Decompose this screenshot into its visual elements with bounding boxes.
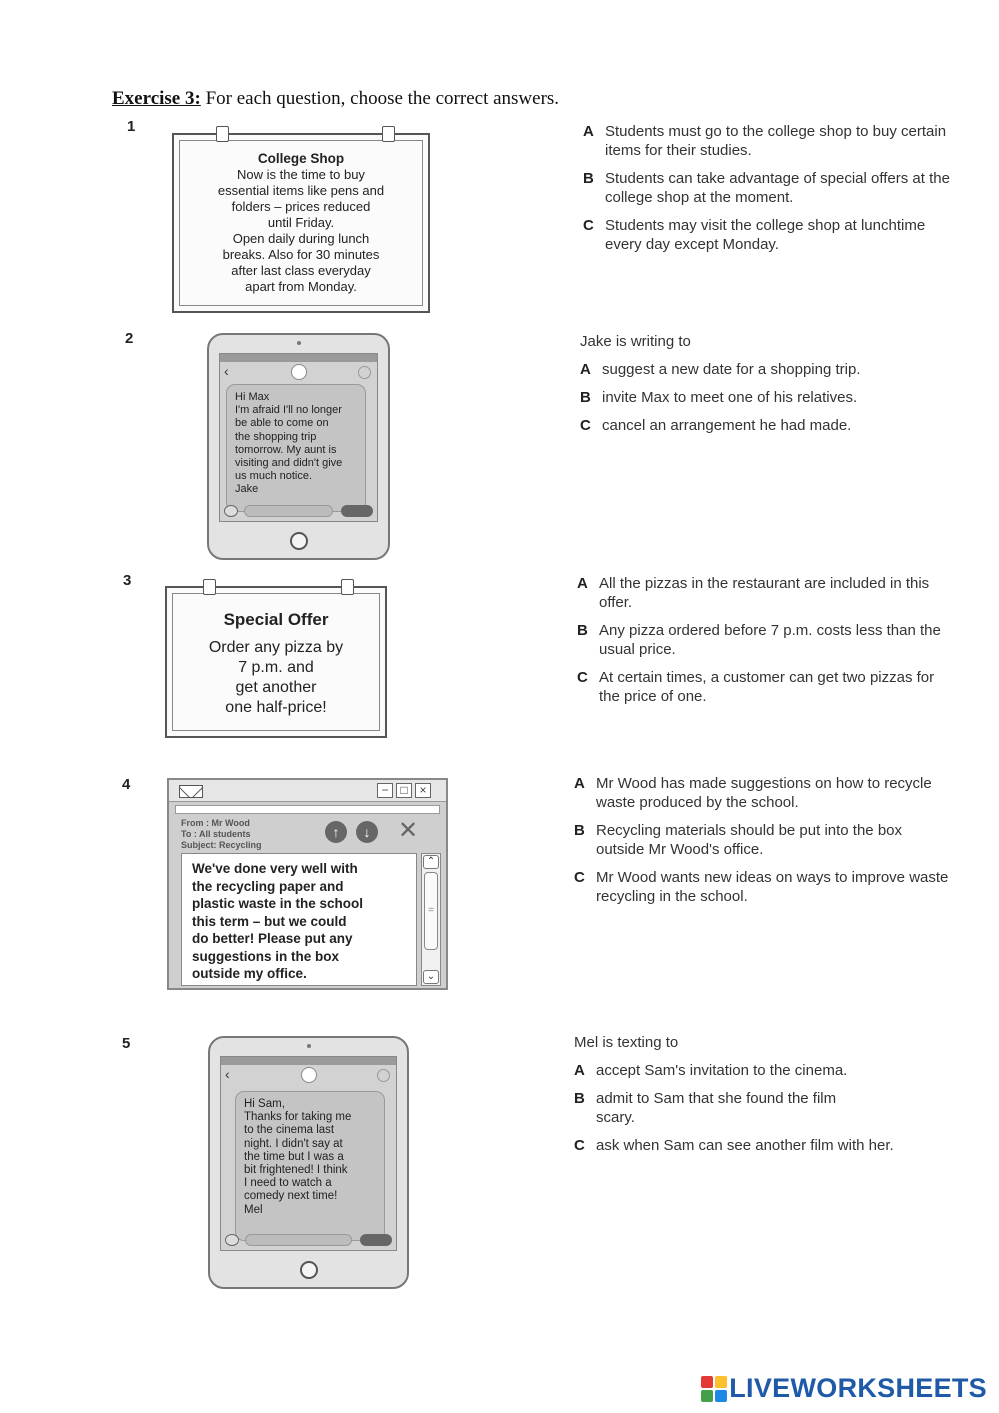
option-letter: B xyxy=(577,622,588,639)
scroll-thumb: = xyxy=(424,872,438,950)
notice-line: after last class everyday xyxy=(231,263,371,278)
message-line: Jake xyxy=(235,483,259,496)
logo-mark-icon xyxy=(701,1376,727,1402)
option-c[interactable] xyxy=(574,1136,954,1155)
message-input xyxy=(244,505,333,517)
liveworksheets-logo[interactable] xyxy=(701,1373,987,1404)
email-body-line: do better! Please put any xyxy=(192,931,353,946)
message-line: Hi Max xyxy=(235,391,270,403)
option-a[interactable] xyxy=(574,1061,954,1080)
menu-icon xyxy=(358,366,371,379)
option-letter: B xyxy=(574,822,585,839)
option-letter: C xyxy=(574,869,585,886)
option-b[interactable] xyxy=(574,1089,954,1127)
option-text: invite Max to meet one of his relatives. xyxy=(602,389,858,406)
home-button xyxy=(290,532,308,550)
address-field xyxy=(175,805,440,814)
option-letter: A xyxy=(574,775,585,792)
notice-title: Special Offer xyxy=(223,610,329,629)
message-line: visiting and didn't give xyxy=(235,457,343,470)
notice-line: until Friday. xyxy=(267,215,335,230)
message-line: bit frightened! I think xyxy=(244,1164,348,1177)
back-icon: ‹ xyxy=(225,1066,230,1082)
notice-line: get another xyxy=(235,679,317,696)
exercise-title xyxy=(112,88,559,110)
option-letter: B xyxy=(580,389,591,406)
arrow-down-icon: ↓ xyxy=(356,821,378,843)
notice-line: Now is the time to buy xyxy=(237,167,365,182)
logo-square xyxy=(715,1376,727,1388)
option-b[interactable] xyxy=(580,388,960,407)
special-offer-notice xyxy=(165,586,387,738)
camera-icon xyxy=(225,1234,239,1246)
close-icon: × xyxy=(415,783,431,798)
message-input xyxy=(245,1234,352,1246)
message-input-bar xyxy=(224,505,373,517)
contact-avatar xyxy=(301,1067,317,1083)
option-a[interactable] xyxy=(577,574,947,612)
option-c[interactable] xyxy=(580,416,960,435)
arrow-up-icon: ↑ xyxy=(325,821,347,843)
email-body xyxy=(181,853,417,986)
phone-illustration xyxy=(207,333,390,560)
question-5-number: 5 xyxy=(122,1035,131,1052)
option-a[interactable] xyxy=(580,360,960,379)
option-text: Recycling materials should be put into the box outside Mr Wood's office. xyxy=(596,822,903,858)
message-bubble xyxy=(235,1091,385,1241)
phone-speaker xyxy=(297,341,301,345)
message-line: tomorrow. My aunt is xyxy=(235,443,337,456)
message-line: I need to watch a xyxy=(244,1177,332,1190)
email-body-line: this term – but we could xyxy=(192,913,347,929)
question-3-number: 3 xyxy=(123,572,132,589)
question-4-options xyxy=(574,774,954,915)
notice-line: apart from Monday. xyxy=(245,279,357,294)
question-1-number: 1 xyxy=(127,118,136,135)
status-bar xyxy=(221,1057,396,1065)
option-letter: A xyxy=(577,575,588,592)
option-b[interactable] xyxy=(577,621,947,659)
notice-line: essential items like pens and xyxy=(217,183,385,198)
option-letter: A xyxy=(583,123,594,140)
option-text: Mr Wood wants new ideas on ways to improve waste recycling in the school. xyxy=(596,869,949,905)
notice-title: College Shop xyxy=(257,151,345,166)
notice-line: Open daily during lunch xyxy=(232,231,370,246)
message-line: the shopping trip xyxy=(235,430,317,443)
notice-pin-icon xyxy=(382,126,395,142)
email-subject: Subject: Recycling xyxy=(181,840,262,850)
message-line: night. I didn't say at xyxy=(244,1137,343,1150)
option-b[interactable] xyxy=(574,821,954,859)
scroll-down-icon: ⌄ xyxy=(423,970,439,984)
scroll-up-icon: ⌃ xyxy=(423,855,439,869)
send-button xyxy=(341,505,373,517)
notice-line: one half-price! xyxy=(225,699,327,716)
email-body-line: suggestions in the box xyxy=(192,948,340,964)
option-text: cancel an arrangement he had made. xyxy=(602,417,852,434)
email-window xyxy=(167,778,448,990)
option-text: Students may visit the college shop at lunchtime every day except Monday. xyxy=(605,217,926,253)
email-to: To : All students xyxy=(181,829,251,839)
contact-avatar xyxy=(291,364,307,380)
option-text: All the pizzas in the restaurant are included in this offer. xyxy=(599,575,930,611)
option-text: ask when Sam can see another film with her. xyxy=(596,1137,894,1154)
logo-text: LIVEWORKSHEETS xyxy=(729,1373,987,1403)
email-title-bar xyxy=(169,780,446,802)
phone-illustration xyxy=(208,1036,409,1289)
option-c[interactable] xyxy=(583,216,953,254)
option-letter: A xyxy=(574,1062,585,1079)
notice-line: Order any pizza by xyxy=(208,639,344,656)
option-letter: A xyxy=(580,361,591,378)
email-body-line: outside my office. xyxy=(192,966,307,981)
option-letter: B xyxy=(574,1090,585,1107)
notice-pin-icon xyxy=(216,126,229,142)
option-letter: C xyxy=(574,1137,585,1154)
message-line: Thanks for taking me xyxy=(244,1111,352,1124)
option-letter: C xyxy=(580,417,591,434)
notice-pin-icon xyxy=(341,579,354,595)
college-shop-notice xyxy=(172,133,430,313)
option-a[interactable] xyxy=(574,774,954,812)
option-b[interactable] xyxy=(583,169,953,207)
option-text: accept Sam's invitation to the cinema. xyxy=(596,1062,848,1079)
email-body-line: plastic waste in the school xyxy=(192,896,364,911)
message-line: to the cinema last xyxy=(244,1124,335,1137)
message-line: Hi Sam, xyxy=(244,1098,285,1110)
question-3-options xyxy=(577,574,947,715)
option-text: Students can take advantage of special offers at the college shop at the moment. xyxy=(605,170,950,206)
delete-icon: ✕ xyxy=(398,817,419,844)
envelope-icon xyxy=(179,785,203,798)
question-2-number: 2 xyxy=(125,330,134,347)
message-line: I'm afraid I'll no longer xyxy=(235,404,342,417)
option-a[interactable] xyxy=(583,122,953,160)
home-button xyxy=(300,1261,318,1279)
option-c[interactable] xyxy=(577,668,947,706)
option-letter: C xyxy=(577,669,588,686)
status-bar xyxy=(220,354,377,362)
option-c[interactable] xyxy=(574,868,954,906)
notice-pin-icon xyxy=(203,579,216,595)
phone-speaker xyxy=(307,1044,311,1048)
message-line: Mel xyxy=(244,1203,263,1216)
option-text: Any pizza ordered before 7 p.m. costs less than the usual price. xyxy=(599,622,941,658)
back-icon: ‹ xyxy=(224,363,229,379)
option-text: Mr Wood has made suggestions on how to recycle waste produced by the school. xyxy=(596,775,932,811)
option-text: Students must go to the college shop to buy certain items for their studies. xyxy=(605,123,947,159)
option-letter: B xyxy=(583,170,594,187)
email-body-line: We've done very well with xyxy=(192,861,358,876)
message-bubble xyxy=(226,384,366,512)
maximize-icon: □ xyxy=(396,783,412,798)
question-2-options xyxy=(580,332,960,444)
notice-line: 7 p.m. and xyxy=(238,659,314,676)
menu-icon xyxy=(377,1069,390,1082)
option-letter: C xyxy=(583,217,594,234)
phone-screen xyxy=(219,353,378,522)
logo-square xyxy=(701,1376,713,1388)
email-scrollbar xyxy=(421,853,441,986)
message-line: be able to come on xyxy=(235,417,329,430)
notice-line: breaks. Also for 30 minutes xyxy=(222,247,380,262)
question-4-number: 4 xyxy=(122,776,131,793)
email-from: From : Mr Wood xyxy=(181,818,250,828)
send-button xyxy=(360,1234,392,1246)
exercise-instruction: For each question, choose the correct answers. xyxy=(200,88,560,109)
logo-square xyxy=(701,1390,713,1402)
option-text: suggest a new date for a shopping trip. xyxy=(602,361,861,378)
phone-screen xyxy=(220,1056,397,1251)
email-headers xyxy=(181,818,262,851)
notice-line: folders – prices reduced xyxy=(231,199,371,214)
exercise-label: Exercise 3: xyxy=(112,88,201,109)
minimize-icon: − xyxy=(377,783,393,798)
question-stem: Jake is writing to xyxy=(580,333,691,350)
message-line: us much notice. xyxy=(235,470,313,483)
message-line: comedy next time! xyxy=(244,1190,338,1203)
option-text: At certain times, a customer can get two pizzas for the price of one. xyxy=(599,669,935,705)
question-5-options xyxy=(574,1033,954,1164)
email-body-line: the recycling paper and xyxy=(192,878,344,894)
logo-square xyxy=(715,1390,727,1402)
option-text: admit to Sam that she found the film scary. xyxy=(596,1090,837,1126)
camera-icon xyxy=(224,505,238,517)
message-input-bar xyxy=(225,1234,392,1246)
question-1-options xyxy=(583,122,953,263)
message-line: the time but I was a xyxy=(244,1150,344,1163)
question-stem: Mel is texting to xyxy=(574,1034,679,1051)
